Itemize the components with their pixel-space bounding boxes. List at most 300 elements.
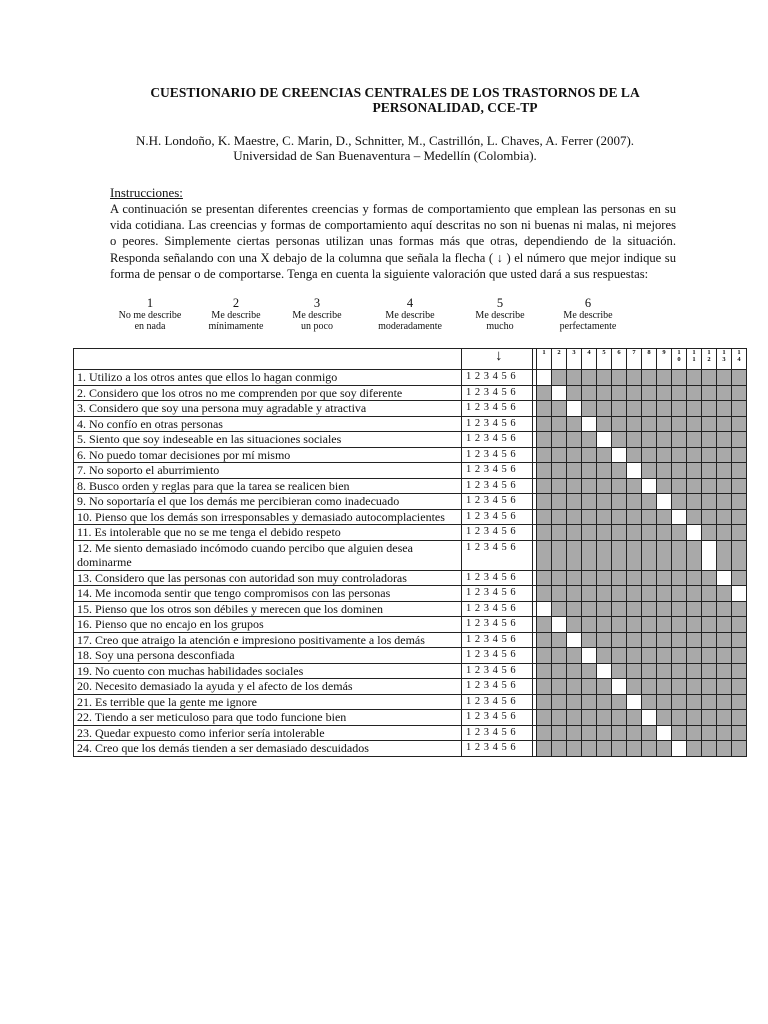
answer-cell (552, 525, 567, 541)
answer-cell (567, 570, 582, 586)
answer-cell (597, 741, 612, 757)
table-row (74, 494, 747, 510)
answer-cell (672, 401, 687, 417)
answer-cell (612, 525, 627, 541)
answer-cell (657, 370, 672, 386)
answer-cell (537, 741, 552, 757)
table-header-row (74, 349, 747, 370)
rating-options[interactable]: 1 2 3 4 5 6 (462, 586, 533, 602)
column-header: 6 (612, 349, 627, 370)
column-header: 2 (552, 349, 567, 370)
answer-cell (597, 509, 612, 525)
answer-cell (597, 679, 612, 695)
answer-cell (657, 679, 672, 695)
answer-cell (552, 463, 567, 479)
answer-cell (552, 570, 567, 586)
answer-cell (657, 741, 672, 757)
answer-cell (717, 463, 732, 479)
answer-cell (717, 663, 732, 679)
column-header: 8 (642, 349, 657, 370)
answer-cell (657, 663, 672, 679)
column-header: 1 0 (672, 349, 687, 370)
answer-cell (552, 741, 567, 757)
answer-cell (642, 570, 657, 586)
rating-options[interactable]: 1 2 3 4 5 6 (462, 679, 533, 695)
answer-cell[interactable] (672, 741, 687, 757)
answer-cell (567, 741, 582, 757)
answer-cell (657, 586, 672, 602)
answer-cell (717, 679, 732, 695)
answer-cell (717, 648, 732, 664)
answer-cell (597, 601, 612, 617)
answer-cell (597, 478, 612, 494)
answer-cell (567, 447, 582, 463)
answer-cell (552, 679, 567, 695)
answer-cell (687, 447, 702, 463)
answer-cell (732, 694, 747, 710)
answer-cell (552, 370, 567, 386)
rating-options[interactable]: 1 2 3 4 5 6 (462, 710, 533, 726)
answer-cell (582, 540, 597, 570)
answer-cell (732, 725, 747, 741)
item-text: 4. No confío en otras personas (74, 416, 462, 432)
table-row (74, 710, 747, 726)
title-line-2: PERSONALIDAD, CCE-TP (372, 100, 538, 115)
item-text: 24. Creo que los demás tienden a ser demasiado descuidados (74, 741, 462, 757)
answer-cell (552, 725, 567, 741)
answer-cell (582, 694, 597, 710)
answer-cell[interactable] (717, 570, 732, 586)
answer-cell (612, 694, 627, 710)
item-header (74, 349, 462, 370)
answer-cell (732, 679, 747, 695)
answer-cell (552, 494, 567, 510)
answer-cell (552, 478, 567, 494)
answer-cell (612, 617, 627, 633)
answer-cell (582, 601, 597, 617)
answer-cell[interactable] (657, 725, 672, 741)
answer-cell (567, 617, 582, 633)
answer-cell (717, 370, 732, 386)
answer-cell (612, 725, 627, 741)
answer-cell (537, 463, 552, 479)
answer-cell[interactable] (582, 648, 597, 664)
rating-options[interactable]: 1 2 3 4 5 6 (462, 478, 533, 494)
answer-cell (672, 432, 687, 448)
item-text: 6. No puedo tomar decisiones por mí mismo (74, 447, 462, 463)
column-header: 1 2 (702, 349, 717, 370)
answer-cell (717, 540, 732, 570)
rating-options[interactable]: 1 2 3 4 5 6 (462, 416, 533, 432)
table-row (74, 540, 747, 570)
answer-cell (657, 710, 672, 726)
rating-options[interactable]: 1 2 3 4 5 6 (462, 663, 533, 679)
item-text: 23. Quedar expuesto como inferior sería intolerable (74, 725, 462, 741)
answer-cell (627, 586, 642, 602)
answer-cell (582, 741, 597, 757)
answer-cell (732, 401, 747, 417)
answer-cell (597, 385, 612, 401)
answer-cell (702, 401, 717, 417)
answer-cell (687, 601, 702, 617)
rating-options[interactable]: 1 2 3 4 5 6 (462, 509, 533, 525)
answer-cell[interactable] (642, 710, 657, 726)
answer-cell (612, 570, 627, 586)
answer-cell (672, 494, 687, 510)
item-text: 10. Pienso que los demás son irresponsables y demasiado autocomplacientes (74, 509, 462, 525)
column-header: 5 (597, 349, 612, 370)
answer-cell (537, 648, 552, 664)
table-row (74, 601, 747, 617)
rating-options[interactable]: 1 2 3 4 5 6 (462, 694, 533, 710)
table-row (74, 617, 747, 633)
authors-line-2: Universidad de San Buenaventura – Medellín (Colombia). (233, 148, 537, 163)
answer-cell[interactable] (567, 632, 582, 648)
answer-cell (567, 710, 582, 726)
answer-cell (687, 725, 702, 741)
answer-cell (717, 478, 732, 494)
rating-options[interactable]: 1 2 3 4 5 6 (462, 617, 533, 633)
answer-cell (612, 478, 627, 494)
answer-cell (732, 710, 747, 726)
answer-cell (537, 494, 552, 510)
answer-cell (642, 370, 657, 386)
answer-cell (582, 447, 597, 463)
item-text: 21. Es terrible que la gente me ignore (74, 694, 462, 710)
answer-cell (717, 447, 732, 463)
answer-cell[interactable] (567, 401, 582, 417)
item-text: 2. Considero que los otros no me comprenden por que soy diferente (74, 385, 462, 401)
answer-cell (657, 463, 672, 479)
answer-cell (732, 525, 747, 541)
answer-cell (582, 385, 597, 401)
answer-cell (537, 525, 552, 541)
rating-options[interactable]: 1 2 3 4 5 6 (462, 525, 533, 541)
answer-cell (597, 586, 612, 602)
answer-cell[interactable] (597, 432, 612, 448)
answer-cell (612, 509, 627, 525)
rating-options[interactable]: 1 2 3 4 5 6 (462, 741, 533, 757)
answer-cell (642, 617, 657, 633)
answer-cell (702, 601, 717, 617)
answer-cell (672, 478, 687, 494)
answer-cell (567, 694, 582, 710)
item-text: 19. No cuento con muchas habilidades sociales (74, 663, 462, 679)
table-row (74, 525, 747, 541)
table-row (74, 694, 747, 710)
answer-cell (582, 679, 597, 695)
answer-cell (657, 478, 672, 494)
rating-options[interactable]: 1 2 3 4 5 6 (462, 725, 533, 741)
answer-cell (642, 432, 657, 448)
answer-cell (642, 648, 657, 664)
answer-cell[interactable] (537, 601, 552, 617)
answer-cell (672, 601, 687, 617)
item-text: 16. Pienso que no encajo en los grupos (74, 617, 462, 633)
item-text: 14. Me incomoda sentir que tengo compromisos con las personas (74, 586, 462, 602)
answer-cell (702, 509, 717, 525)
table-row (74, 663, 747, 679)
answer-cell (687, 570, 702, 586)
answer-cell (597, 694, 612, 710)
answer-cell (702, 463, 717, 479)
answer-cell (657, 540, 672, 570)
answer-cell (687, 632, 702, 648)
answer-cell[interactable] (642, 478, 657, 494)
answer-cell (687, 463, 702, 479)
rating-options[interactable]: 1 2 3 4 5 6 (462, 540, 533, 570)
table-row (74, 416, 747, 432)
rating-options[interactable]: 1 2 3 4 5 6 (462, 632, 533, 648)
answer-cell (582, 632, 597, 648)
questionnaire-table (73, 348, 747, 757)
answer-cell (687, 710, 702, 726)
answer-cell (702, 586, 717, 602)
table-row (74, 648, 747, 664)
answer-cell (537, 416, 552, 432)
answer-cell (597, 632, 612, 648)
answer-cell (687, 617, 702, 633)
answer-cell (537, 432, 552, 448)
answer-cell (552, 694, 567, 710)
answer-cell (582, 478, 597, 494)
item-text: 17. Creo que atraigo la atención e impresiono positivamente a los demás (74, 632, 462, 648)
answer-cell (552, 540, 567, 570)
answer-cell (537, 447, 552, 463)
rating-options[interactable]: 1 2 3 4 5 6 (462, 432, 533, 448)
answer-cell[interactable] (687, 525, 702, 541)
answer-cell (732, 741, 747, 757)
answer-cell[interactable] (627, 694, 642, 710)
answer-cell[interactable] (582, 416, 597, 432)
table-row (74, 741, 747, 757)
answer-cell (597, 416, 612, 432)
answer-cell (702, 617, 717, 633)
answer-cell (597, 494, 612, 510)
answer-cell (732, 617, 747, 633)
answer-cell (537, 725, 552, 741)
answer-cell (612, 432, 627, 448)
answer-cell (657, 648, 672, 664)
answer-cell (657, 416, 672, 432)
answer-cell (582, 509, 597, 525)
answer-cell (717, 385, 732, 401)
rating-scale (0, 296, 768, 336)
answer-cell (597, 617, 612, 633)
scale-option: 2 Me describe mínimamente (208, 296, 264, 332)
item-text: 3. Considero que soy una persona muy agradable y atractiva (74, 401, 462, 417)
answer-cell (672, 679, 687, 695)
answer-cell (642, 601, 657, 617)
answer-cell[interactable] (612, 447, 627, 463)
answer-cell (642, 447, 657, 463)
answer-cell (687, 494, 702, 510)
answer-cell (612, 586, 627, 602)
item-text: 5. Siento que soy indeseable en las situaciones sociales (74, 432, 462, 448)
answer-cell[interactable] (672, 509, 687, 525)
table-row (74, 370, 747, 386)
table-row (74, 725, 747, 741)
answer-cell[interactable] (732, 586, 747, 602)
item-text: 8. Busco orden y reglas para que la tarea se realicen bien (74, 478, 462, 494)
answer-cell (567, 463, 582, 479)
answer-cell[interactable] (627, 463, 642, 479)
answer-cell (672, 648, 687, 664)
answer-cell (702, 694, 717, 710)
rating-options[interactable]: 1 2 3 4 5 6 (462, 601, 533, 617)
answer-cell (732, 632, 747, 648)
answer-cell (567, 494, 582, 510)
table-row (74, 432, 747, 448)
answer-cell (612, 416, 627, 432)
answer-cell (702, 710, 717, 726)
answer-cell (717, 416, 732, 432)
answer-cell (732, 494, 747, 510)
answer-cell (552, 432, 567, 448)
answer-cell (627, 741, 642, 757)
rating-options[interactable]: 1 2 3 4 5 6 (462, 370, 533, 386)
answer-cell (537, 663, 552, 679)
rating-options[interactable]: 1 2 3 4 5 6 (462, 463, 533, 479)
answer-cell (672, 540, 687, 570)
rating-options[interactable]: 1 2 3 4 5 6 (462, 401, 533, 417)
answer-cell[interactable] (537, 370, 552, 386)
answer-cell[interactable] (612, 679, 627, 695)
answer-cell (687, 694, 702, 710)
answer-cell (582, 370, 597, 386)
answer-cell (582, 663, 597, 679)
item-text: 15. Pienso que los otros son débiles y merecen que los dominen (74, 601, 462, 617)
answer-cell (537, 586, 552, 602)
answer-cell (612, 401, 627, 417)
column-header: 1 4 (732, 349, 747, 370)
answer-cell[interactable] (702, 540, 717, 570)
answer-cell (552, 586, 567, 602)
answer-cell (627, 447, 642, 463)
item-text: 20. Necesito demasiado la ayuda y el afecto de los demás (74, 679, 462, 695)
answer-cell (687, 509, 702, 525)
answer-cell (672, 416, 687, 432)
answer-cell (597, 648, 612, 664)
answer-cell (657, 632, 672, 648)
answer-cell (627, 601, 642, 617)
answer-cell (552, 601, 567, 617)
answer-cell (717, 586, 732, 602)
answer-cell (672, 385, 687, 401)
answer-cell (732, 648, 747, 664)
answer-cell (537, 679, 552, 695)
answer-cell (702, 494, 717, 510)
answer-cell (537, 385, 552, 401)
answer-cell[interactable] (552, 385, 567, 401)
answer-cell (732, 509, 747, 525)
answer-cell (702, 632, 717, 648)
answer-cell (582, 494, 597, 510)
answer-cell (672, 370, 687, 386)
answer-cell (732, 370, 747, 386)
answer-cell (687, 648, 702, 664)
answer-cell (597, 370, 612, 386)
answer-cell (597, 710, 612, 726)
answer-cell (687, 663, 702, 679)
answer-cell (597, 401, 612, 417)
answer-cell (717, 525, 732, 541)
answer-cell (627, 570, 642, 586)
answer-cell (657, 601, 672, 617)
answer-cell (657, 509, 672, 525)
scale-option: 1 No me describe en nada (118, 296, 182, 332)
answer-cell (552, 710, 567, 726)
scale-option: 3 Me describe un poco (292, 296, 342, 332)
table-row (74, 385, 747, 401)
item-text: 9. No soportaría el que los demás me percibieran como inadecuado (74, 494, 462, 510)
answer-cell (717, 617, 732, 633)
answer-cell (597, 540, 612, 570)
answer-cell (642, 741, 657, 757)
rating-options[interactable]: 1 2 3 4 5 6 (462, 385, 533, 401)
answer-cell (657, 432, 672, 448)
rating-options[interactable]: 1 2 3 4 5 6 (462, 570, 533, 586)
answer-cell (717, 725, 732, 741)
answer-cell (672, 663, 687, 679)
answer-cell (597, 447, 612, 463)
scale-option: 5 Me describe mucho (475, 296, 525, 332)
answer-cell (567, 432, 582, 448)
answer-cell (672, 694, 687, 710)
answer-cell (642, 494, 657, 510)
answer-cell (552, 509, 567, 525)
answer-cell (612, 648, 627, 664)
answer-cell (702, 385, 717, 401)
instructions-text: A continuación se presentan diferentes creencias y formas de comportamiento que emplean las personas en su vida cotidiana. Las creencias y formas de comportamiento aquí descritas no son ni buenas ni malas, ni mejores o peores. Simplemente ciertas personas utilizan unas formas más que otras, dependiendo de la situación. Responda señalando con una X debajo de la columna que señala la flecha ( ↓ ) el número que mejor indique su forma de pensar o de comportarse. Tenga en cuenta la siguiente valoración que usted dará a sus respuestas: (110, 202, 676, 281)
answer-cell[interactable] (597, 663, 612, 679)
answer-cell (582, 432, 597, 448)
scale-option: 4 Me describe moderadamente (378, 296, 442, 332)
answer-cell (702, 447, 717, 463)
instructions-heading: Instrucciones: (110, 185, 183, 200)
answer-cell (627, 494, 642, 510)
answer-cell (687, 478, 702, 494)
column-header: 4 (582, 349, 597, 370)
answer-cell (582, 725, 597, 741)
table-row (74, 586, 747, 602)
answer-cell (612, 463, 627, 479)
table-row (74, 463, 747, 479)
table-row (74, 401, 747, 417)
answer-cell (537, 632, 552, 648)
answer-cell (702, 570, 717, 586)
answer-cell[interactable] (552, 617, 567, 633)
answer-cell (567, 601, 582, 617)
table-row (74, 447, 747, 463)
answer-cell (687, 586, 702, 602)
rating-options[interactable]: 1 2 3 4 5 6 (462, 648, 533, 664)
answer-cell (702, 416, 717, 432)
answer-cell (657, 617, 672, 633)
answer-cell (627, 432, 642, 448)
rating-options[interactable]: 1 2 3 4 5 6 (462, 494, 533, 510)
answer-cell (702, 663, 717, 679)
answer-cell (672, 632, 687, 648)
answer-cell (657, 401, 672, 417)
answer-cell (552, 632, 567, 648)
rating-options[interactable]: 1 2 3 4 5 6 (462, 447, 533, 463)
answer-cell[interactable] (657, 494, 672, 510)
answer-cell (612, 540, 627, 570)
answer-cell (582, 617, 597, 633)
answer-cell (627, 632, 642, 648)
answer-cell (567, 370, 582, 386)
